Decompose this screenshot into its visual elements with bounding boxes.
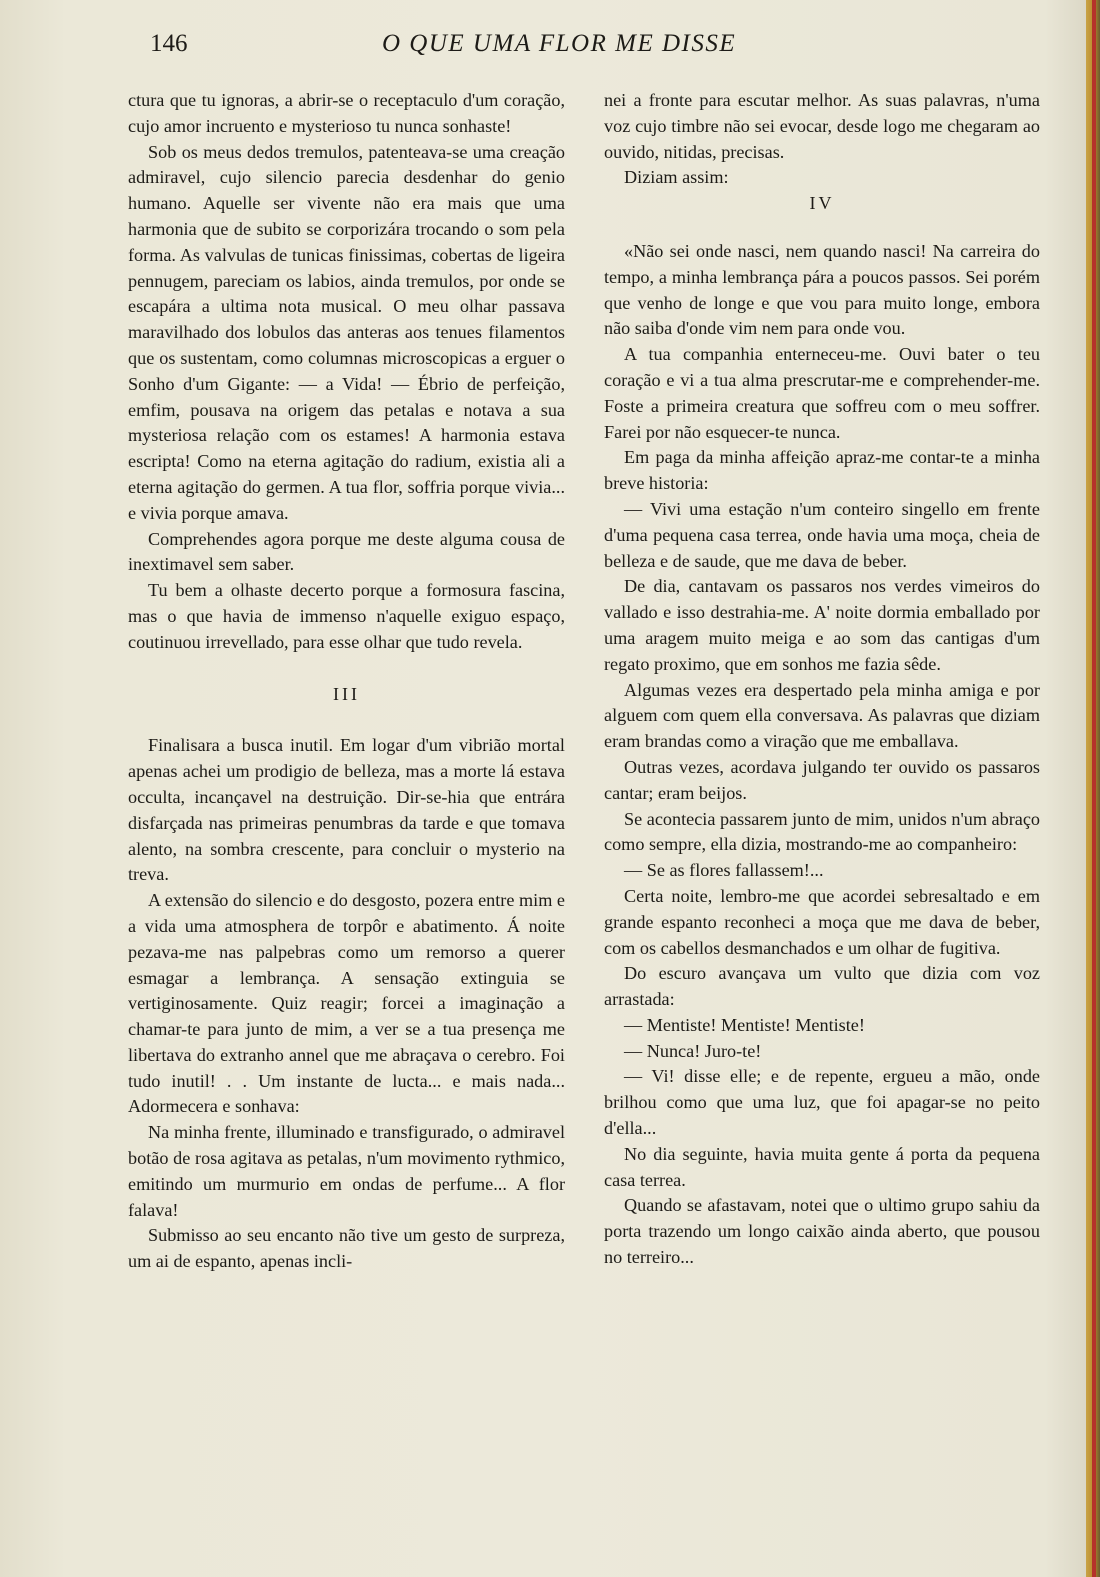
page-header (150, 30, 810, 66)
right-column (604, 88, 1040, 1271)
paragraph: A tua companhia enterneceu-me. Ouvi bater o teu coração e vi a tua alma prescrutar-me e comprehender-me. Foste a primeira creatura que soffreu com o meu soffrer. Farei por não esquecer-te nunca. (604, 344, 1040, 442)
paragraph: — Vi! disse elle; e de repente, ergueu a mão, onde brilhou como que uma luz, que foi apagar-se no peito d'ella... (604, 1066, 1040, 1139)
paragraph: nei a fronte para escutar melhor. As suas palavras, n'uma voz cujo timbre não sei evocar, desde logo me chegaram ao ouvido, nitidas, precisas. (604, 90, 1040, 162)
paragraph: «Não sei onde nasci, nem quando nasci! Na carreira do tempo, a minha lembrança pára a poucos passos. Sei porém que venho de longe e que vou para muito longe, embora não saiba d'onde vim nem para onde vou. (604, 240, 1040, 339)
paragraph: Outras vezes, acordava julgando ter ouvido os passaros cantar; eram beijos. (604, 756, 1040, 803)
paragraph: Na minha frente, illuminado e transfigurado, o admiravel botão de rosa agitava as petalas, n'um movimento rythmico, emitindo um murmurio em ondas de perfume... A flor falava! (128, 1122, 565, 1220)
section-heading-iii: III (333, 683, 360, 704)
paragraph: Quando se afastavam, notei que o ultimo grupo sahiu da porta trazendo um longo caixão ainda aberto, que pousou no terreiro... (604, 1195, 1040, 1268)
paragraph: Em paga da minha affeição apraz-me contar-te a minha breve historia: (604, 447, 1040, 494)
paragraph: Submisso ao seu encanto não tive um gesto de surpreza, um ai de espanto, apenas incli- (128, 1225, 565, 1272)
paragraph: A extensão do silencio e do desgosto, pozera entre mim e a vida uma atmosphera de torpôr e abatimento. Á noite pezava-me nas palpebras como um remorso a querer esmagar a lembrança. A sensação extinguia se vertiginosamente. Quiz reagir; forcei a imaginação a chamar-te para junto de mim, a ver se a tua presença me libertava do extranho annel que me abraçava o cerebro. Foi tudo inutil! . . Um instante de lucta... e mais nada... Adormecera e sonhava: (128, 890, 565, 1117)
paragraph: Certa noite, lembro-me que acordei sebresaltado e em grande espanto reconheci a moça que me dava de beber, com os cabellos desmanchados e um olhar de fugitiva. (604, 885, 1040, 958)
paragraph: ctura que tu ignoras, a abrir-se o receptaculo d'um coração, cujo amor incruento e mysterioso tu nunca sonhaste! (128, 90, 565, 136)
paragraph: Comprehendes agora porque me deste alguma cousa de inextimavel sem saber. (128, 528, 565, 575)
paragraph: Algumas vezes era despertado pela minha amiga e por alguem com quem ella conversava. As palavras que diziam eram brandas como a viração que me emballava. (604, 679, 1040, 752)
paragraph: — Vivi uma estação n'um conteiro singello em frente d'uma pequena casa terrea, onde havia uma moça, cheia de belleza e de saude, que me dava de beber. (604, 498, 1040, 571)
page-edge-ribbon (1092, 0, 1096, 1577)
running-title: O QUE UMA FLOR ME DISSE (382, 30, 737, 57)
page-number: 146 (150, 30, 188, 57)
paragraph: Tu bem a olhaste decerto porque a formosura fascina, mas o que havia de immenso n'aquelle exiguo espaço, coutinuou irrevellado, para esse olhar que tudo revela. (128, 580, 565, 652)
paragraph: Sob os meus dedos tremulos, patenteava-se uma creação admiravel, cujo silencio parecia desdenhar do genio humano. Aquelle ser vivente não era mais que uma harmonia que de subito se corporizára trocando o som pela forma. As valvulas de tunicas finissimas, cobertas de ligeira pennugem, pareciam os labios, ainda tremulos, por onde se escapára a ultima nota musical. O meu olhar passava maravilhado dos lobulos das anteras aos tenues filamentos que os sustentam, como columnas microscopicas a erguer o Sonho d'um Gigante: — a Vida! — Ébrio de perfeição, emfim, pousava na origem das petalas e notava a sua mysteriosa relação com os estames! A harmonia estava escripta! Como na eterna agitação do radium, existia ali a eterna agitação do germen. A tua flor, soffria porque vivia... e vivia porque amava. (128, 141, 565, 523)
paragraph: No dia seguinte, havia muita gente á porta da pequena casa terrea. (604, 1143, 1040, 1190)
paragraph: — Mentiste! Mentiste! Mentiste! (624, 1014, 865, 1035)
paragraph: Finalisara a busca inutil. Em logar d'um vibrião mortal apenas achei um prodigio de belleza, mas a morte lá estava occulta, incançavel na destruição. Dir-se-hia que entrára disfarçada nas primeiras penumbras da tarde e que tomava alento, na sombra crescente, para concluir o mysterio na treva. (128, 735, 565, 885)
paragraph: — Nunca! Juro-te! (624, 1040, 762, 1061)
paragraph: Do escuro avançava um vulto que dizia com voz arrastada: (604, 963, 1040, 1010)
section-heading-iv: IV (809, 193, 835, 214)
paragraph: Se acontecia passarem junto de mim, unidos n'um abraço como sempre, ella dizia, mostrando-me ao companheiro: (604, 808, 1040, 855)
paragraph: Diziam assim: (624, 167, 729, 188)
paragraph: — Se as flores fallassem!... (624, 860, 824, 881)
left-column (128, 88, 565, 1275)
paragraph: De dia, cantavam os passaros nos verdes vimeiros do vallado e isso destrahia-me. A' noite dormia emballado por uma aragem muito meiga e ao som das cantigas d'um regato proximo, que em sonhos me fazia sêde. (604, 576, 1040, 674)
